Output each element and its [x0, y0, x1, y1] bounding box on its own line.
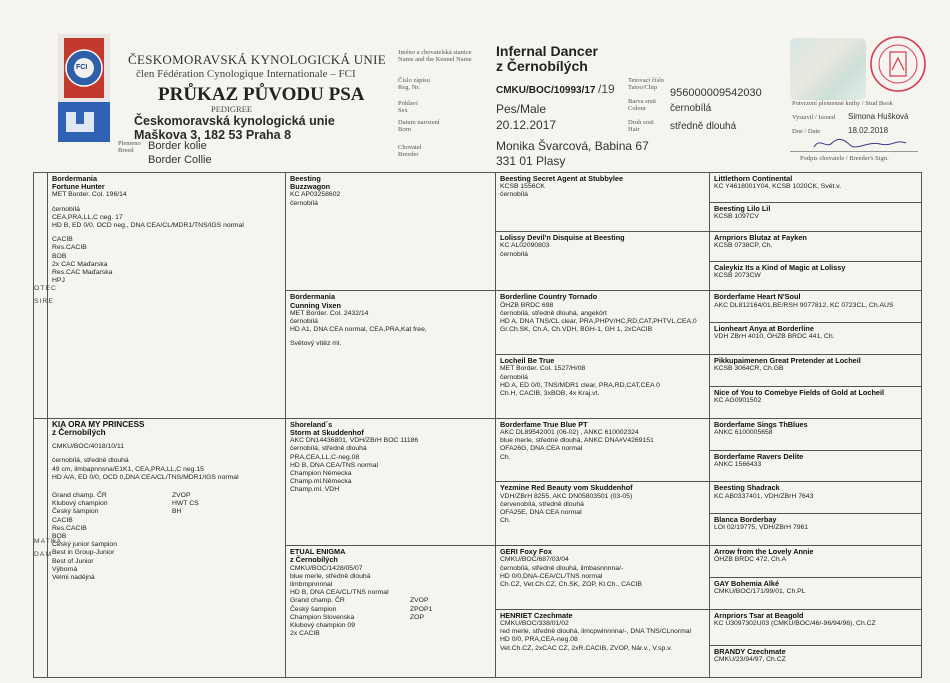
title-row: Klubový champion HWT CS	[52, 500, 199, 508]
detail-line: Champ.ml. VDH	[290, 486, 340, 494]
detail-line: MET Border. Col. 2432/14	[290, 309, 369, 317]
label-date: Dne / Date	[792, 128, 821, 135]
g4-dam-4: Blanca Borderbay LOI 02/19775, VDH/ZBrH 7961	[710, 514, 922, 546]
detail-line: Ch.CZ, Vet.Ch.CZ, Ch.SK, ZOP, Kl.Ch., CACIB	[500, 580, 642, 588]
label-studbook: Potvrzení plemenné knihy / Stud Book	[792, 100, 893, 107]
dam-side-label: MATKA DAM	[34, 418, 48, 677]
org-name: ČESKOMORAVSKÁ KYNOLOGICKÁ UNIE	[128, 52, 386, 67]
ddd-cell: HENRIET Czechmate CMKU/BOC/338/01/02 red merle, středně dlouhá, ilmcpwlnnnna/-, DNA TNS/CLnormal HD 0/0, PRA,CEA-neg.08 Vet.Ch.CZ, 2xCAC CZ, 2xR.CACIB, ZVOP, Nár.v., V.sp.v.	[496, 609, 710, 677]
detail-line: CMKU/BOC/338/01/02	[500, 620, 569, 627]
detail-line: Ch.	[500, 453, 511, 461]
label-colour: Barva srsti Colour	[628, 98, 656, 112]
org-member: člen Fédération Cynologique Internationale – FCI	[136, 68, 356, 80]
title-row: 2x CACIB	[290, 630, 320, 638]
sdd-cell: Locheil Be True MET Border. Col. 1527/H/08 černobílá HD A, ED 0/0, TNS/MDR1 clear, PRA,RD,CAT,CEA 0 Ch.H, CACIB, 3xBOB, 4x Kraj.vt.	[496, 355, 710, 419]
title-row: Velmi nadějná	[52, 574, 95, 582]
born-value: 20.12.2017	[496, 118, 557, 132]
detail-line: HD A1, DNA CEA normal, CEA,PRA,Kat free,	[290, 326, 427, 334]
issued-by: Simona Hušková	[848, 112, 909, 121]
detail-line: HD A, ED 0/0, TNS/MDR1 clear, PRA,RD,CAT,CEA 0	[500, 381, 660, 389]
detail-line: červenobílá, středně dlouhá	[500, 500, 584, 508]
detail-line: KCSB 1556CK	[500, 183, 545, 191]
title-row: Český šampion BH	[52, 508, 182, 516]
sire-cell: Bordermania Fortune Hunter MET Border. Col. 196/14 černobílá CEA,PRA,LL,C neg. 17 HD B, ED 0/0, OCD neg., DNA CEA/CL/MDR1/TNS/IGS normal CACIB Res.CACIB BOB 2x CAC Maďarska Res.CAC Maďarska HPJ	[48, 173, 286, 419]
detail-line: Světový vítěz ml.	[290, 340, 342, 348]
detail-line: HD 0/0, PRA,CEA-neg.08	[500, 636, 578, 644]
detail-line: blue merle, středně dlouhá	[290, 572, 371, 580]
detail-line: HD 0/0,DNA-CEA/CL/TNS normal	[500, 572, 603, 580]
detail-line: red merle, středně dlouhá, ilmcpwlnnnna/-, DNA TNS/CLnormal	[500, 628, 692, 636]
signature	[810, 135, 910, 151]
label-sex: Pohlaví Sex	[398, 100, 418, 114]
dog-name-line-2: z Černobílých	[496, 58, 588, 74]
chip-value: 956000009542030	[670, 87, 762, 99]
detail-line: AKC DL89542001 (06-02) , ANKC 610002324	[500, 428, 639, 436]
title-row: Champion Slovenska ZOP	[290, 613, 424, 621]
breeder-line-1: Monika Švarcová, Babina 67	[496, 139, 649, 153]
detail-line: Res.CAC Maďarska	[52, 269, 113, 277]
title-row: Český šampion ZPOP1	[290, 605, 433, 613]
detail-line: KC AL02090803	[500, 242, 550, 250]
signature-line	[790, 151, 918, 152]
title-row: Klubový champion 09	[290, 621, 355, 629]
detail-line: černobílá	[500, 250, 528, 258]
breed-en: Border Collie	[148, 154, 212, 166]
breeder-line-2: 331 01 Plasy	[496, 154, 566, 168]
hologram-seal	[790, 38, 866, 100]
detail-line: Res.CACIB	[52, 244, 87, 252]
dam-sire-cell: Shoreland´s Storm at Skuddenhof AKC DN14436801, VDH/ZBrH BOC 11186 černobílá, středně dlouhá PRA,CEA,LL,C-neg.08 HD B, DNA CEA/TNS normal Champion Německa Champ.ml.Německa Champ.ml. VDH	[286, 418, 496, 545]
dog-name-line-1: Infernal Dancer	[496, 43, 598, 59]
colour-value: černobílá	[670, 103, 712, 114]
ssd-cell: Lolissy Devil'n Disquise at Beesting KC AL02090803 černobílá	[496, 232, 710, 291]
detail-line: HD B, DNA CEA/CL/TNS normal	[290, 589, 389, 597]
detail-line: CMKU/BOC/4018/10/11	[52, 443, 125, 451]
title-row: Res.CACIB	[52, 524, 87, 532]
label-breeder: Chovatel Breeder	[398, 144, 422, 158]
g4-sire-1: Littlethorn Continental KC Y4618001Y04, KCSB 1020CK, Svět.v.	[710, 173, 922, 203]
sss-cell: Beesting Secret Agent at Stubbylee KCSB 1556CK černobílá	[496, 173, 710, 232]
detail-line: PRA,CEA,LL,C-neg.08	[290, 453, 360, 461]
detail-line: CMKU/BOC/1428/05/07	[290, 564, 363, 572]
g4-dam-6: GAY Bohemia Alké CMKU/BOC/171/99/01, Ch.PL	[710, 577, 922, 609]
detail-line: černobílá, středně dlouhá	[52, 457, 129, 465]
detail-line: 2x CAC Maďarska	[52, 260, 108, 268]
detail-line: CACIB	[52, 236, 73, 244]
issue-date: 18.02.2018	[848, 126, 889, 135]
label-name: Jméno a chovatelská stanice Name and the Kennel Name	[398, 49, 472, 63]
g4-dam-2: Borderfame Ravers Delite ANKC 1566433	[710, 450, 922, 482]
detail-line: OFA26G, DNA CEA normal	[500, 445, 583, 453]
plemeno-label: Plemeno Breed	[118, 140, 141, 154]
sire-details	[52, 191, 281, 285]
org-address-1: Českomoravská kynologická unie	[134, 114, 335, 128]
detail-line: ilmbmpnnnnal	[290, 580, 333, 588]
g4-sire-5: Borderfame Heart N'Soul AKC DL812164/01,BE/RSH 9077812, KC 0723CL, Ch.AUS	[710, 291, 922, 323]
detail-line: ÖHZB BRDC 698	[500, 301, 554, 309]
detail-line: černobílá	[290, 318, 318, 326]
dam-cell: KIA ORA MY PRINCESS z Černobílých CMKU/BOC/4018/10/11 černobílá, středně dlouhá 49 cm, ilmbapnnsna/E1K1, CEA,PRA,LL,C neg.15 HD A/A, ED 0/0, OCD 0,DNA CEA/CL/TNS/MDR1/IGS normal Grand champ. ČR ZVOP Klubový champion HWT CS Český šampion BH CACIB Res.CACIB BOB Český junior šampion Best in Group-Junior Best of Junior Výborná Velmi nadějná	[48, 418, 286, 677]
g4-sire-8: Nice of You to Comebye Fields of Gold at Locheil KC AG0901502	[710, 386, 922, 418]
sex-value: Pes/Male	[496, 102, 547, 116]
detail-line: Champion Německa	[290, 470, 352, 477]
detail-line: Champ.ml.Německa	[290, 478, 352, 486]
title-row: Best in Group-Junior	[52, 549, 115, 557]
detail-line: HD A/A, ED 0/0, OCD 0,DNA CEA/CL/TNS/MDR1/IGS normal	[52, 473, 239, 481]
detail-line: CMKU/BOC/687/03/04	[500, 556, 569, 564]
detail-line: KC AP03258602	[290, 191, 341, 199]
detail-line: MET Border. Col. 196/14	[52, 191, 127, 199]
label-issued: Vystavil / Issued	[792, 114, 835, 121]
detail-line: černobílá	[500, 191, 528, 199]
detail-line: Ch.H, CACIB, 3xBOB, 4x Kraj.vt.	[500, 389, 600, 397]
detail-line: černobílá, středně dlouhá, angekört	[500, 309, 607, 317]
title-row: Grand champ. ČR ZVOP	[52, 492, 191, 499]
detail-line: 49 cm, ilmbapnnsna/E1K1, CEA,PRA,LL,C neg.15	[52, 465, 204, 473]
g4-dam-8: BRANDY Czechmate CMKU/23/94/97, Ch.CZ	[710, 646, 922, 678]
reg-number: CMKU/BOC/10993/17	[496, 85, 596, 96]
detail-line: černobílá	[290, 199, 318, 207]
org-address-2: Maškova 3, 182 53 Praha 8	[134, 128, 292, 142]
fci-logo	[58, 34, 110, 142]
detail-line: Vet.Ch.CZ, 2xCAC CZ, 2xR.CACIB, ZVOP, Nár.v., V.sp.v.	[500, 644, 672, 652]
detail-line: Gr.Ch.SK, Ch.A, Ch.VDH, BGH-1, GH 1, 2xCACIB	[500, 326, 653, 334]
dsd-cell: Yezmine Red Beauty vom Skuddenhof VDH/ZBrH 8255, AKC DN05803501 (03-05) červenobílá, středně dlouhá OFA25E, DNA CEA normal Ch.	[496, 482, 710, 546]
detail-line: černobílá, středně dlouhá, ilmbasnnnna/-	[500, 564, 624, 572]
title-row: Best of Junior	[52, 557, 94, 565]
title-row: Výborná	[52, 565, 78, 573]
detail-line: černobílá	[52, 205, 80, 213]
title-row: BOB	[52, 533, 67, 541]
detail-line: VDH/ZBrH 8255, AKC DN05803501 (03-05)	[500, 492, 633, 500]
detail-line: BOB	[52, 252, 67, 260]
reg-number-suffix: /19	[598, 82, 615, 96]
breed-cz: Border kolie	[148, 140, 207, 152]
g4-sire-7: Pikkupaimenen Great Pretender at Locheil KCSB 3064CR, Ch.GB	[710, 355, 922, 387]
doc-subtitle: PEDIGREE	[211, 104, 253, 114]
detail-line: AKC DN14436801, VDH/ZBrH BOC 11186	[290, 437, 419, 445]
sire-side-label: OTEC SIRE	[34, 173, 48, 419]
sire-dam-cell: Bordermania Cunning Vixen MET Border. Col. 2432/14 černobílá HD A1, DNA CEA normal, CEA,PRA,Kat free, Světový vítěz ml.	[286, 291, 496, 418]
doc-title: PRŮKAZ PŮVODU PSA	[158, 84, 365, 105]
detail-line: Ch.	[500, 517, 511, 525]
sire-sire-cell: Beesting Buzzwagon KC AP03258602 černobílá	[286, 173, 496, 291]
detail-line: černobílá, středně dlouhá	[290, 445, 367, 453]
label-born: Datum narození Born	[398, 119, 440, 133]
detail-line: HD B, DNA CEA/TNS normal	[290, 461, 379, 469]
fci-logo-text: FCI	[76, 64, 88, 71]
detail-line: HD B, ED 0/0, OCD neg., DNA CEA/CL/MDR1/TNS/IGS normal	[52, 222, 244, 230]
detail-line: OFA25E, DNA CEA normal	[500, 509, 582, 517]
g4-dam-5: Arrow from the Lovely Annie ÖHZB BRDC 472, Ch.A	[710, 546, 922, 578]
label-hair: Druh srsti Hair	[628, 119, 654, 133]
g4-dam-3: Beesting Shadrack KC AB0337401, VDH/ZBrH 7643	[710, 482, 922, 514]
label-tattoo: Tetovací číslo Tatoo/Chip	[628, 77, 665, 91]
pedigree-table	[33, 172, 922, 678]
dds-cell: GERI Foxy Fox CMKU/BOC/687/03/04 černobílá, středně dlouhá, ilmbasnnnna/- HD 0/0,DNA-CEA/CL/TNS normal Ch.CZ, Vet.Ch.CZ, Ch.SK, ZOP, Kl.Ch., CACIB	[496, 546, 710, 610]
title-row: CACIB	[52, 516, 73, 524]
g4-dam-7: Arnpriors Tsar at Beagold KC U3097302U03 (CMKU/BOC/46/-96/94/96), Ch.CZ	[710, 609, 922, 645]
g4-sire-3: Arnpriors Blutaz at Fayken KCSB 0738CP, Ch.	[710, 232, 922, 262]
g4-sire-4: Caleykiz Its a Kind of Magic at Lolissy KCSB 2073CW	[710, 261, 922, 291]
dam-dam-cell: ETUAL ENIGMA z Černobílých CMKU/BOC/1428/05/07 blue merle, středně dlouhá ilmbmpnnnnal HD B, DNA CEA/CL/TNS normal Grand champ. ČR ZVOP Český šampion ZPOP1 Champion Slovenska ZOP Klubový champion 09 2x CACIB	[286, 546, 496, 678]
g4-sire-6: Lionheart Anya at Borderline VDH ZBrH 4010, ÖHZB BRDC 441, Ch.	[710, 323, 922, 355]
studbook-stamp	[868, 34, 928, 94]
dss-cell: Borderfame True Blue PT AKC DL89542001 (06-02) , ANKC 610002324 blue merle, středně dlouhá, ANKC DNA#V4269151 OFA26G, DNA CEA normal Ch.	[496, 418, 710, 482]
detail-line: MET Border. Col. 1527/H/08	[500, 365, 586, 373]
hair-value: středně dlouhá	[670, 121, 737, 132]
g4-dam-1: Borderfame Sings ThBlues ANKC 6100005658	[710, 418, 922, 450]
title-row: Grand champ. ČR ZVOP	[290, 597, 429, 605]
detail-line: černobílá	[500, 373, 528, 381]
detail-line: HPJ	[52, 277, 65, 285]
label-reg: Číslo zápisu Reg. Nr.	[398, 77, 430, 91]
detail-line: CEA,PRA,LL,C neg. 17	[52, 213, 123, 221]
title-row: Český junior šampion	[52, 541, 117, 549]
header	[0, 0, 950, 172]
label-breeder-sign: Podpis chovatele / Breeder's Sign.	[800, 155, 889, 162]
detail-line: blue merle, středně dlouhá, ANKC DNA#V4269151	[500, 437, 654, 445]
detail-line: HD A, DNA TNS/CL clear, PRA,PHPV/HC,RD,CAT,PHTVL,CEA,0	[500, 318, 697, 326]
sds-cell: Borderline Country Tornado ÖHZB BRDC 698 černobílá, středně dlouhá, angekört HD A, DNA TNS/CL clear, PRA,PHPV/HC,RD,CAT,PHTVL,CEA,0 Gr.Ch.SK, Ch.A, Ch.VDH, BGH-1, GH 1, 2xCACIB	[496, 291, 710, 355]
g4-sire-2: Beesting Lilo Lil KCSB 1097CV	[710, 202, 922, 232]
